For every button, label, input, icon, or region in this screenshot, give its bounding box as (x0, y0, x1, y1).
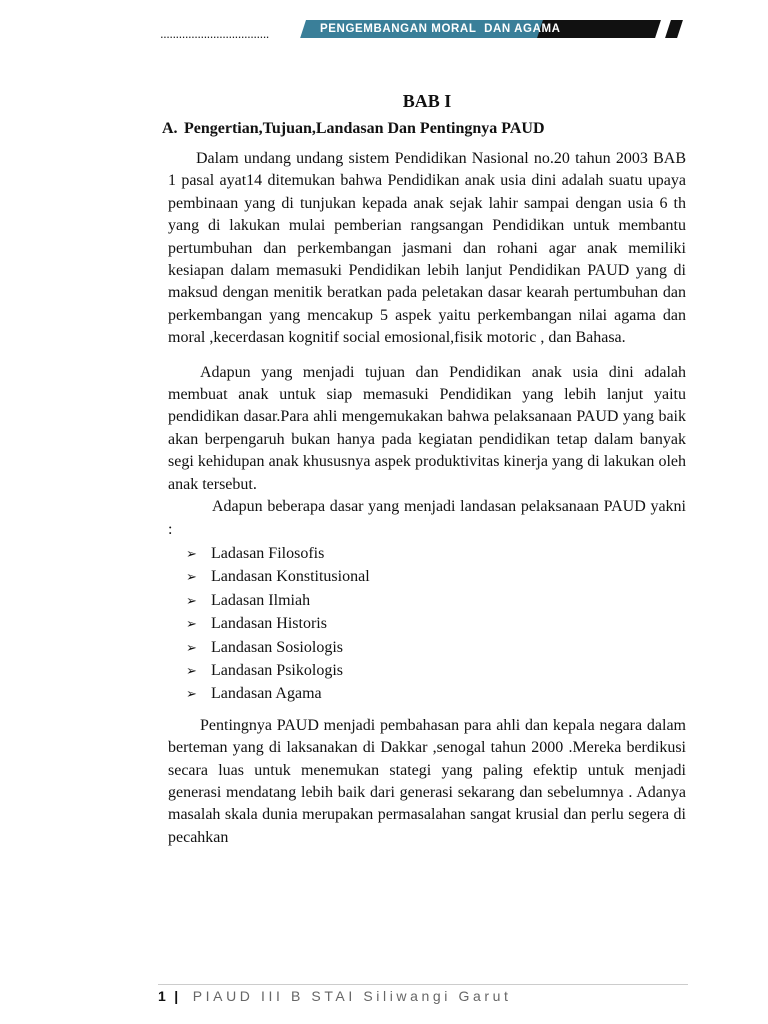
list-item (186, 543, 686, 566)
page-footer (158, 988, 512, 1004)
footer-separator: | (174, 988, 180, 1004)
paragraph-4: Pentingnya PAUD menjadi pembahasan para ahli dan kepala negara dalam berteman yang di laksanakan di Dakkar ,senogal tahun 2000 .Mereka berdikusi secara luas untuk menemukan stategi yang paling efektip untuk menjadi generasi mendatang lebih baik dari generasi sekarang dan sebelumnya . Adanya masalah skala dunia merupakan permasalahan sangat krusial dan perlu segera di pecahkan (168, 716, 686, 846)
header-banner-title-part1: PENGEMBANGAN MORAL (320, 23, 477, 35)
list-item (186, 566, 686, 589)
paragraph-1: Dalam undang undang sistem Pendidikan Nasional no.20 tahun 2003 BAB 1 pasal ayat14 ditemukan bahwa Pendidikan anak usia dini adalah suatu upaya pembinaan yang di tunjukan kepada anak sejak lahir sampai dengan usia 6 th yang di lakukan mulai pemberian rangsangan Pendidikan untuk membantu pertumbuhan dan perkembangan jasmani dan rohani agar anak memiliki kesiapan dalam memasuki Pendidikan lebih lanjut Pendidikan PAUD yang di maksud dengan menitik beratkan pada peletakan dasar kearah pertumbuhan dan perkembangan yang mencakup 5 aspek yaitu perkembangan nilai agama dan moral ,kecerdasan kognitif social emosional,fisik motoric , dan Bahasa. (168, 150, 686, 347)
list-item (186, 660, 686, 683)
list-item-text: Landasan Agama (211, 685, 322, 703)
arrow-bullet-icon: ➢ (186, 570, 197, 586)
list-item-text: Landasan Psikologis (211, 661, 343, 679)
header-banner-title-part2: DAN AGAMA (484, 23, 561, 35)
section-number: A. (162, 120, 178, 137)
list-item-text: Ladasan Filosofis (211, 544, 325, 562)
header-dotted-line: ................................... (160, 26, 269, 41)
list-item (186, 637, 686, 660)
chapter-heading: BAB I (402, 91, 452, 111)
arrow-bullet-icon: ➢ (186, 640, 197, 656)
list-item (186, 613, 686, 636)
section-heading (162, 118, 686, 140)
list-item-text: Landasan Sosiologis (211, 638, 343, 656)
list-item (186, 683, 686, 706)
arrow-bullet-icon: ➢ (186, 687, 197, 703)
header-banner-end-stripe (665, 20, 683, 38)
list-item-text: Landasan Konstitusional (211, 568, 370, 586)
arrow-bullet-icon: ➢ (186, 617, 197, 633)
page-header (0, 18, 768, 40)
list-item-text: Ladasan Ilmiah (211, 591, 311, 609)
list-item (186, 590, 686, 613)
document-body (162, 88, 686, 849)
list-item-text: Landasan Historis (211, 615, 327, 633)
landasan-list (168, 543, 686, 707)
paragraph-2: Adapun yang menjadi tujuan dan Pendidikan anak usia dini adalah membuat anak untuk siap memasuki Pendidikan yang lebih lanjut yaitu pendidikan dasar.Para ahli mengemukakan bahwa pelaksanaan PAUD yang baik akan berpengaruh bukan hanya pada kegiatan pendidikan tetap dalam banyak segi kehidupan anak khususnya aspek produktivitas kinerja yang di lakukan oleh anak tersebut. (168, 363, 686, 493)
page-number: 1 (158, 988, 167, 1004)
paragraph-3: Adapun beberapa dasar yang menjadi landasan pelaksanaan PAUD yakni : (168, 498, 686, 538)
arrow-bullet-icon: ➢ (186, 593, 197, 609)
footer-divider (158, 984, 688, 985)
arrow-bullet-icon: ➢ (186, 663, 197, 679)
arrow-bullet-icon: ➢ (186, 546, 197, 562)
header-banner-title (320, 21, 561, 37)
footer-text: PIAUD III B STAI Siliwangi Garut (192, 988, 512, 1004)
section-title: Pengertian,Tujuan,Landasan Dan Pentingnya PAUD (184, 120, 545, 137)
